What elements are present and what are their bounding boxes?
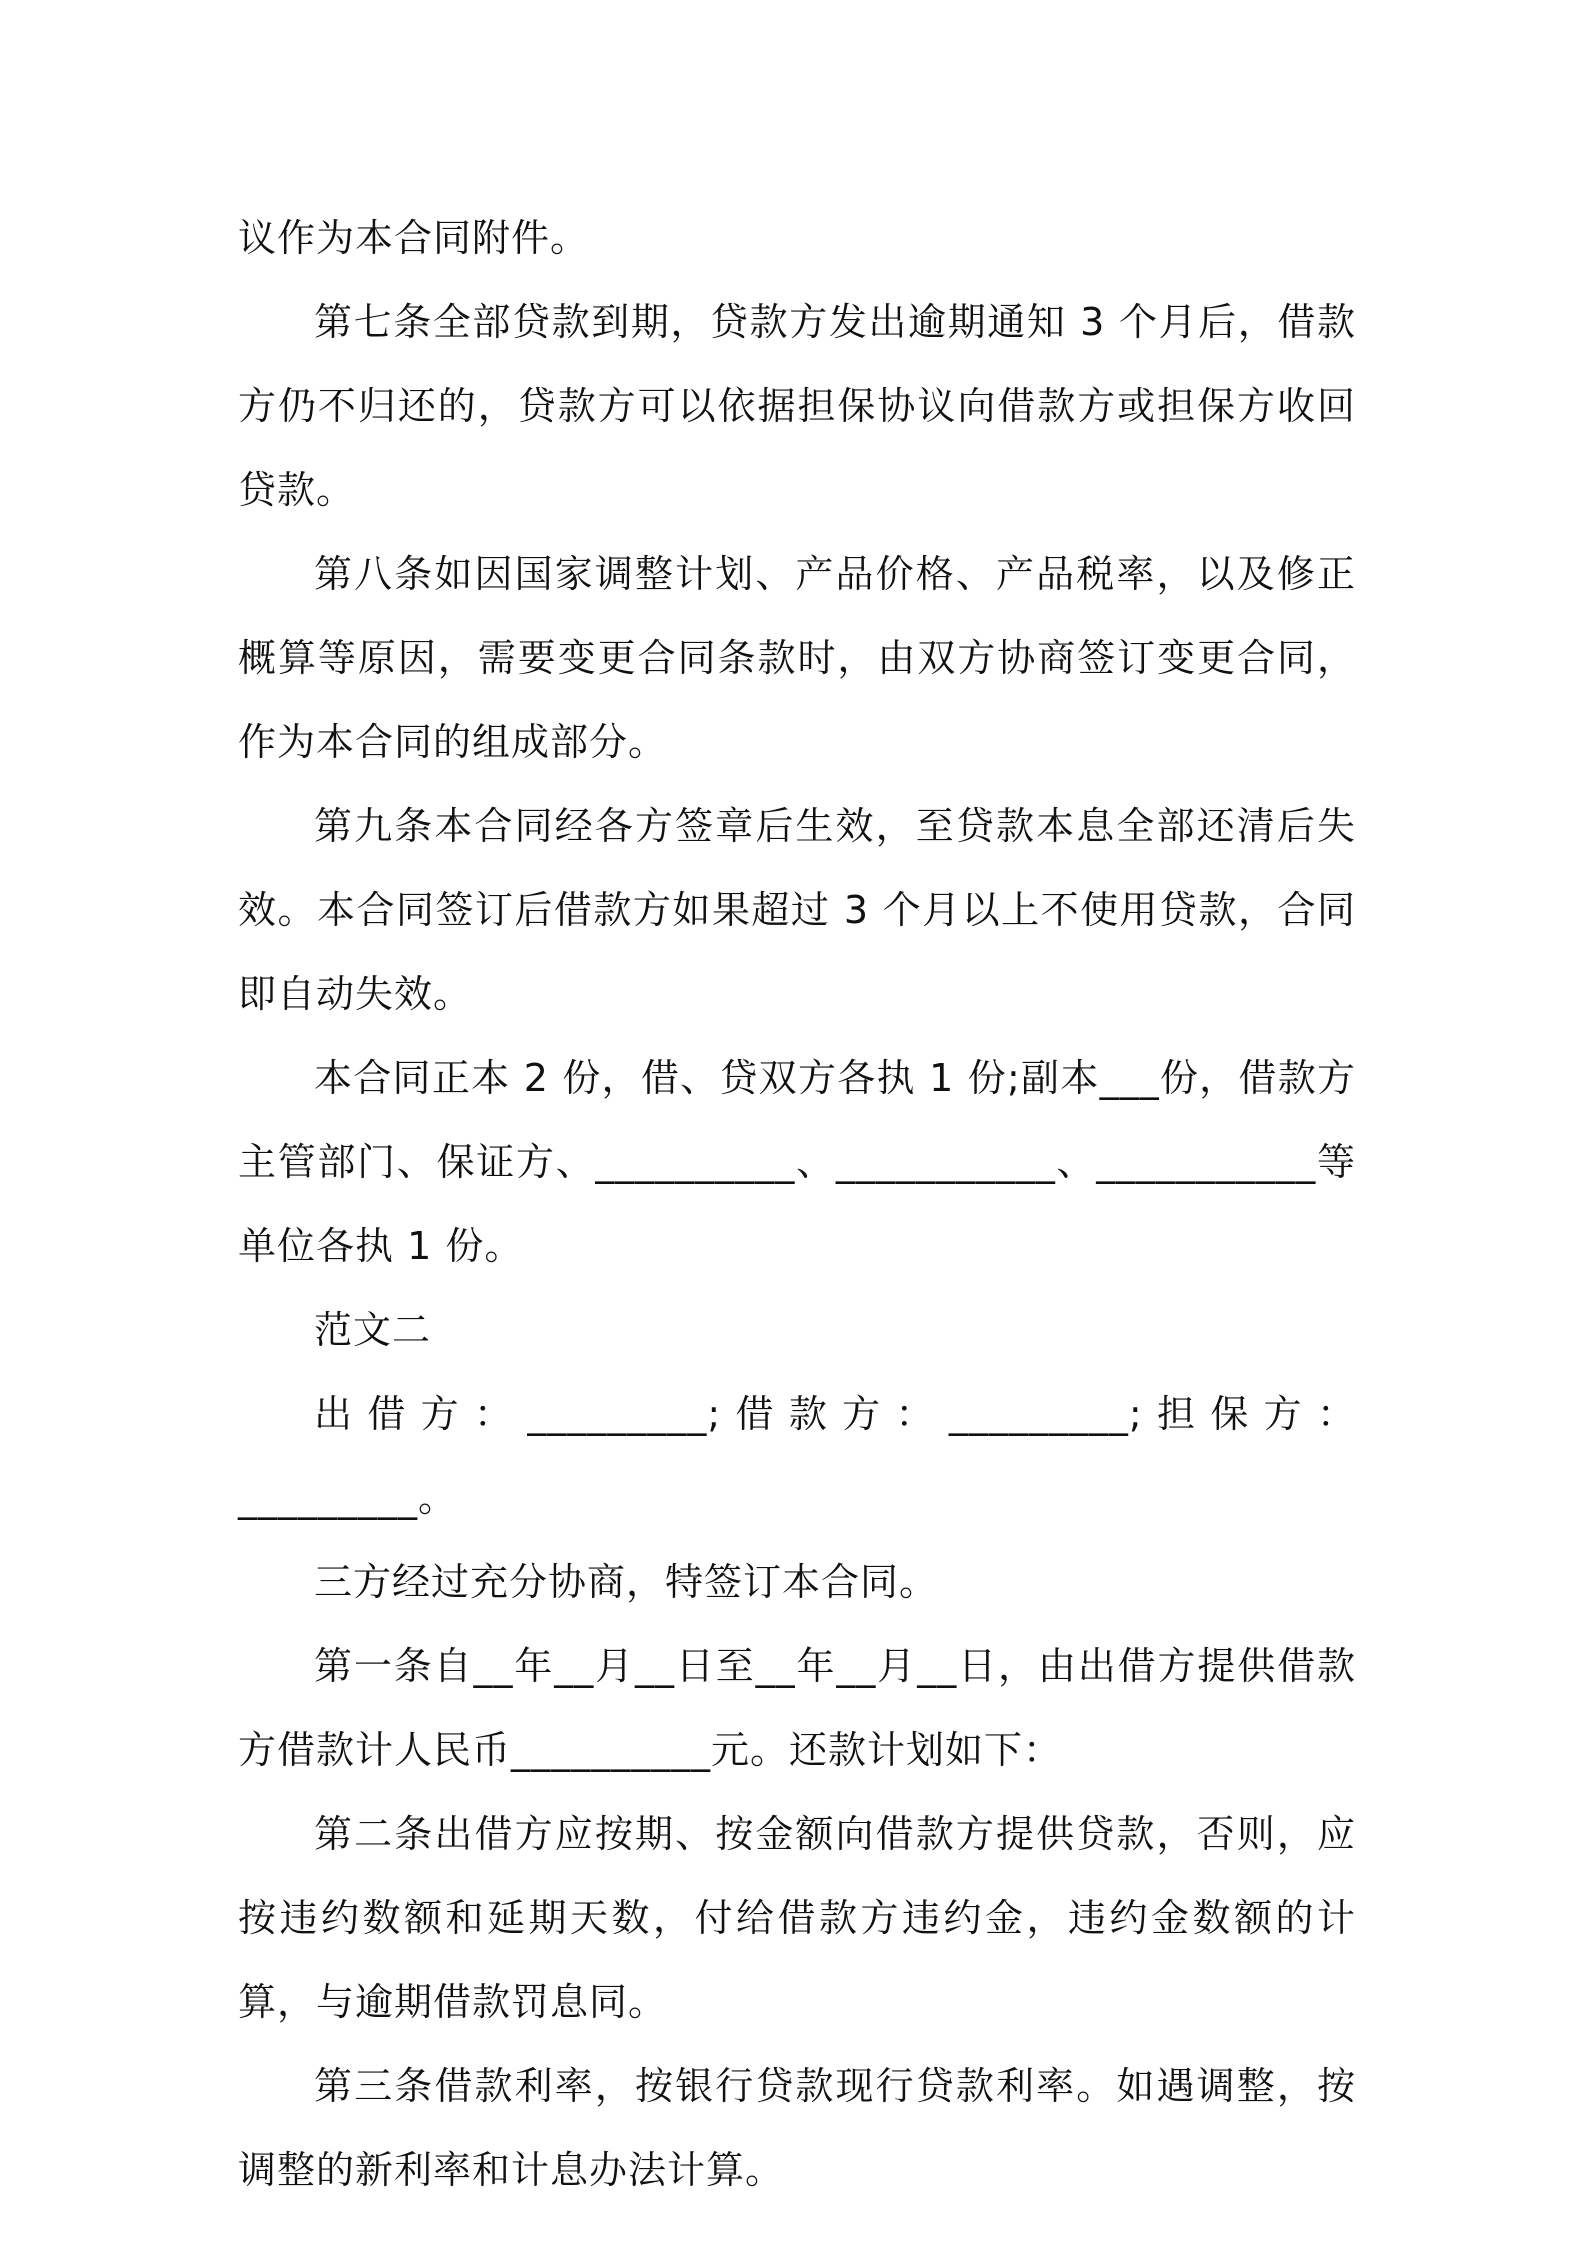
parties-line: 出借方：_________;借款方：_________;担保方：_________。 [238,1392,1356,1520]
paragraph-copies: 本合同正本 2 份，借、贷双方各执 1 份;副本___份，借款方主管部门、保证方、__________、___________、___________等单位各执 1 份。 [238,1056,1356,1268]
paragraph-continuation-attachment: 议作为本合同附件。 [238,216,590,260]
paragraph-article-8: 第八条如因国家调整计划、产品价格、产品税率，以及修正概算等原因，需要变更合同条款时，由双方协商签订变更合同，作为本合同的组成部分。 [238,552,1356,764]
paragraph-article-7: 第七条全部贷款到期，贷款方发出逾期通知 3 个月后，借款方仍不归还的，贷款方可以依据担保协议向借款方或担保方收回贷款。 [238,300,1356,512]
sample-two-heading: 范文二 [314,1308,432,1352]
paragraph-agreement-intro: 三方经过充分协商，特签订本合同。 [314,1560,939,1604]
document-body [238,196,1356,2212]
paragraph-article-3: 第三条借款利率，按银行贷款现行贷款利率。如遇调整，按调整的新利率和计息办法计算。 [238,2064,1356,2192]
paragraph-article-1: 第一条自__年__月__日至__年__月__日，由出借方提供借款方借款计人民币__________元。还款计划如下： [238,1644,1356,1772]
paragraph-article-2: 第二条出借方应按期、按金额向借款方提供贷款，否则，应按违约数额和延期天数，付给借款方违约金，违约金数额的计算，与逾期借款罚息同。 [238,1812,1356,2024]
paragraph-article-9: 第九条本合同经各方签章后生效，至贷款本息全部还清后失效。本合同签订后借款方如果超过 3 个月以上不使用贷款，合同即自动失效。 [238,804,1356,1016]
